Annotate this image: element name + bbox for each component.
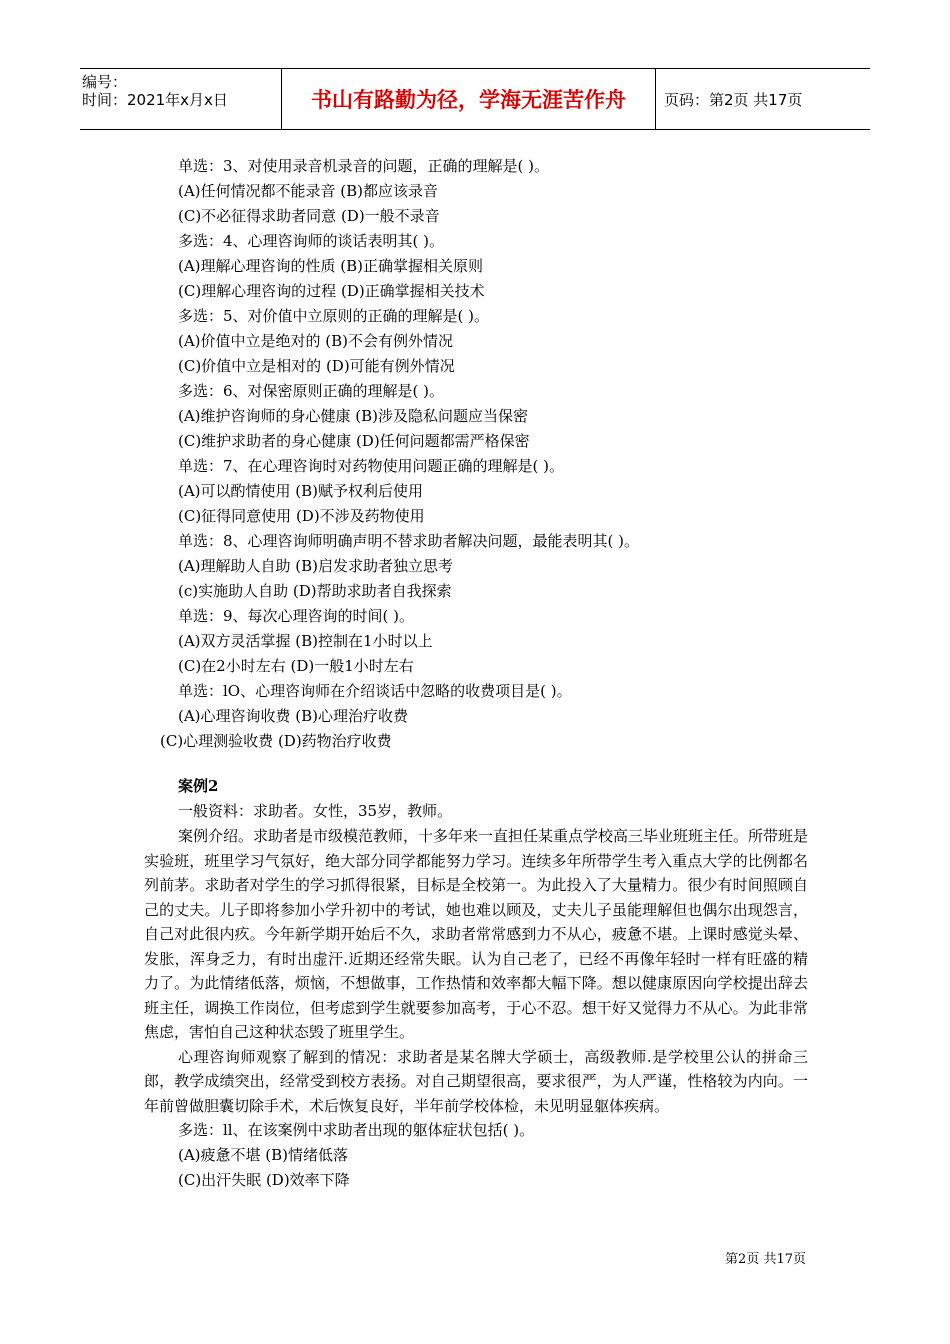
document-number-label: 编号： [82, 73, 128, 91]
question-line: (A)心理咨询收费 (B)心理治疗收费 [178, 707, 409, 725]
question-line: (C)理解心理咨询的过程 (D)正确掌握相关技术 [178, 282, 485, 300]
question-line: (C)不必征得求助者同意 (D)一般不录音 [178, 207, 440, 225]
question-line: (C)心理测验收费 (D)药物治疗收费 [160, 732, 392, 750]
case-title: 案例2 [178, 777, 219, 795]
header-meta [80, 69, 282, 129]
question-line: 单选：9、每次心理咨询的时间( )。 [178, 607, 415, 625]
question-line: (C)征得同意使用 (D)不涉及药物使用 [178, 507, 425, 525]
question-line: (A)维护咨询师的身心健康 (B)涉及隐私问题应当保密 [178, 407, 529, 425]
question-line: (A)理解心理咨询的性质 (B)正确掌握相关原则 [178, 257, 484, 275]
question-line: (A)可以酌情使用 (B)赋予权利后使用 [178, 482, 424, 500]
case-general-info: 一般资料：求助者。女性，35岁，教师。 [178, 802, 453, 820]
question-line: 单选：lO、心理咨询师在介绍谈话中忽略的收费项目是( )。 [178, 682, 572, 700]
case-intro-paragraph: 案例介绍。求助者是市级模范教师，十多年来一直担任某重点学校高三毕业班班主任。所带班是实验班，班里学习气氛好，绝大部分同学都能努力学习。连续多年所带学生考入重点大学的比例都名列前茅。求助者对学生的学习抓得很紧，目标是全校第一。为此投入了大量精力。很少有时间照顾自己的丈夫。儿子即将参加小学升初中的考试，她也难以顾及，丈夫儿子虽能理解但也偶尔出现怨言，自己对此很内疚。今年新学期开始后不久，求助者常常感到力不从心，疲惫不堪。上课时感觉头晕、发胀，浑身乏力，有时出虚汗.近期还经常失眠。认为自己老了，已经不再像年轻时一样有旺盛的精力了。为此情绪低落，烦恼，不想做事，工作热情和效率都大幅下降。想以健康原因向学校提出辞去班主任，调换工作岗位，但考虑到学生就要参加高考，于心不忍。想干好又觉得力不从心。为此非常焦虑，害怕自己这种状态毁了班里学生。 [144, 827, 809, 1041]
document-body [144, 154, 808, 1193]
question-line: 多选：ll、在该案例中求助者出现的躯体症状包括( )。 [178, 1121, 535, 1139]
question-line: 单选：7、在心理咨询时对药物使用问题正确的理解是( )。 [178, 457, 565, 475]
question-line: (A)双方灵活掌握 (B)控制在1小时以上 [178, 632, 433, 650]
question-line: 单选：8、心理咨询师明确声明不替求助者解决问题，最能表明其( )。 [178, 532, 640, 550]
question-line: (C)出汗失眠 (D)效率下降 [178, 1171, 350, 1189]
question-line: (A)理解助人自助 (B)启发求助者独立思考 [178, 557, 454, 575]
question-line: (A)价值中立是绝对的 (B)不会有例外情况 [178, 332, 454, 350]
question-line: 多选：4、心理咨询师的谈话表明其( )。 [178, 232, 445, 250]
question-line: 单选：3、对使用录音机录音的问题，正确的理解是( )。 [178, 157, 550, 175]
document-date: 时间：2021年x月x日 [82, 91, 228, 109]
header-page-number: 页码：第2页 共17页 [664, 90, 803, 109]
header-motto: 书山有路勤为径，学海无涯苦作舟 [282, 69, 656, 129]
question-list [144, 154, 808, 729]
question-line: (C)在2小时左右 (D)一般1小时左右 [178, 657, 414, 675]
question-line: (C)维护求助者的身心健康 (D)任何问题都需严格保密 [178, 432, 530, 450]
case-observation-paragraph: 心理咨询师观察了解到的情况：求助者是某名牌大学硕士，高级教师.是学校里公认的拼命三郎，教学成绩突出，经常受到校方表扬。对自己期望很高，要求很严，为人严谨，性格较为内向。一年前曾做胆囊切除手术，术后恢复良好，半年前学校体检，未见明显躯体疾病。 [144, 1047, 808, 1115]
question-line: 多选：5、对价值中立原则的正确的理解是( )。 [178, 307, 490, 325]
page-footer: 第2页 共17页 [725, 1252, 806, 1267]
question-line: (C)价值中立是相对的 (D)可能有例外情况 [178, 357, 455, 375]
page-header [80, 68, 870, 130]
case-question-list [144, 1118, 808, 1193]
question-line: 多选：6、对保密原则正确的理解是( )。 [178, 382, 445, 400]
question-line: (c)实施助人自助 (D)帮助求助者自我探索 [178, 582, 452, 600]
question-line: (A)任何情况都不能录音 (B)都应该录音 [178, 182, 439, 200]
question-line: (A)疲惫不堪 (B)情绪低落 [178, 1146, 349, 1164]
